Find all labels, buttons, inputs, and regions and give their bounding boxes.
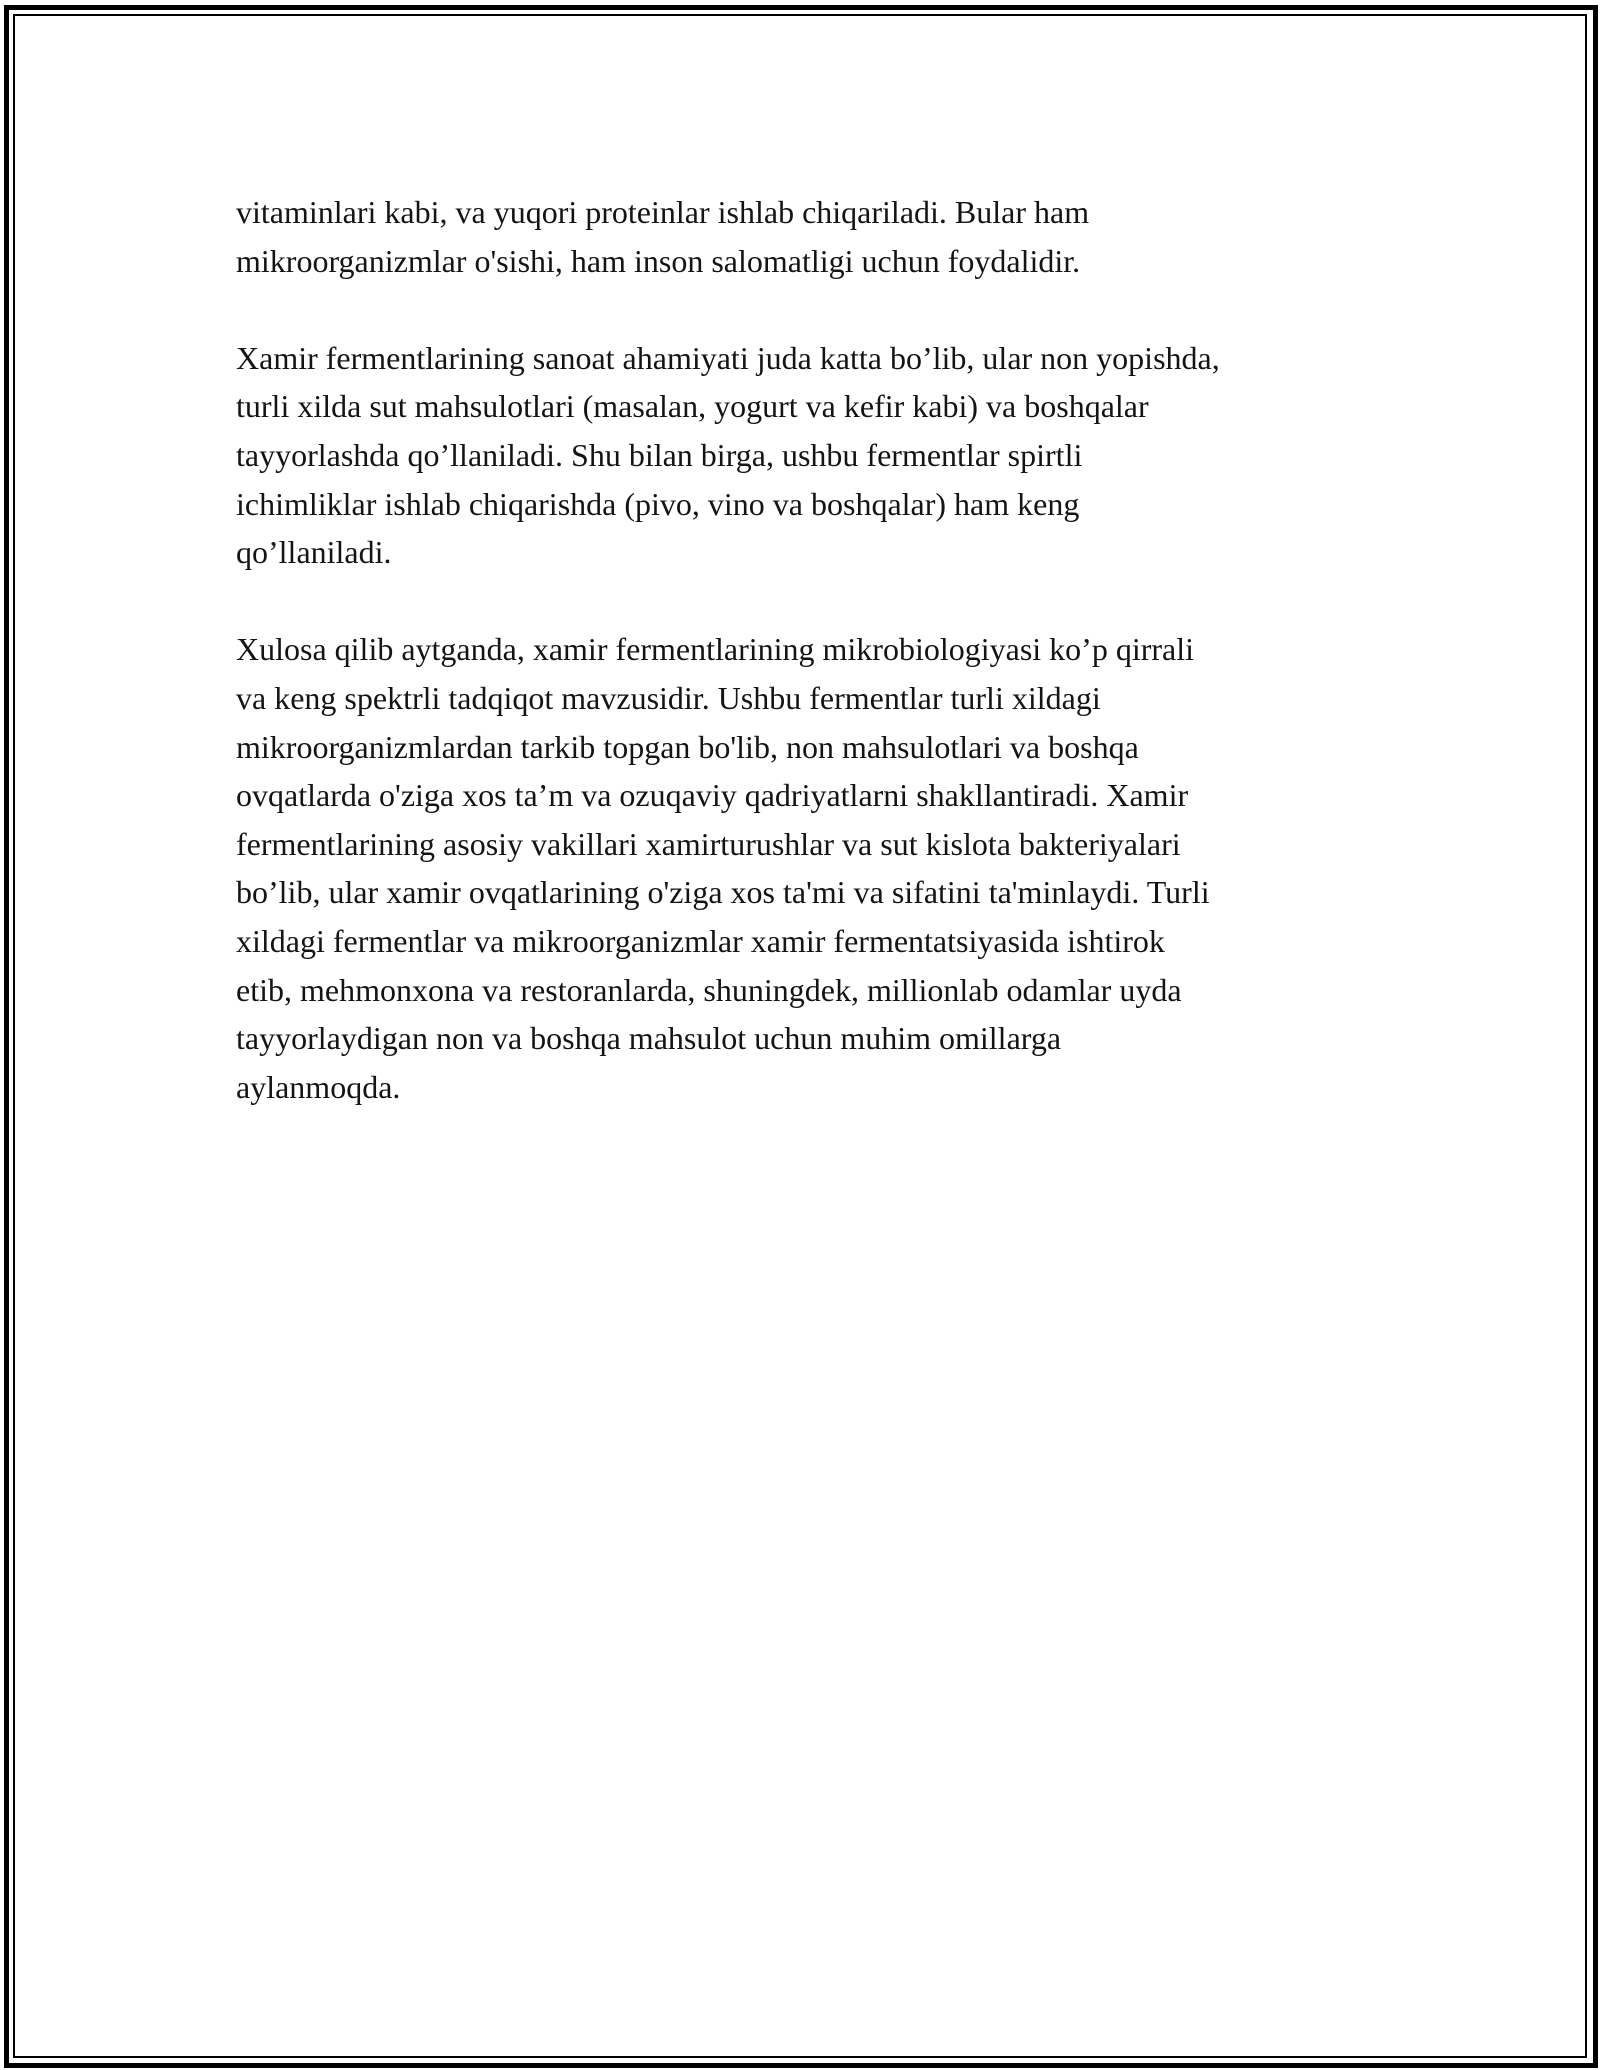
paragraph-industrial-significance: Xamir fermentlarining sanoat ahamiyati juda katta bo’lib, ular non yopishda, turli xilda sut mahsulotlari (masalan, yogurt va kefir kabi) va boshqalar tayyorlashda qo’llaniladi. Shu bilan birga, ushbu fermentlar spirtli ichimliklar ishlab chiqarishda (pivo, vino va boshqalar) ham keng qo’llaniladi.	[236, 339, 1220, 571]
paragraph-conclusion: Xulosa qilib aytganda, xamir fermentlarining mikrobiologiyasi ko’p qirrali va keng spektrli tadqiqot mavzusidir. Ushbu fermentlar turli xildagi mikroorganizmlardan tarkib topgan bo'lib, non mahsulotlari va boshqa ovqatlarda o'ziga xos ta’m va ozuqaviy qadriyatlarni shakllantiradi. Xamir fermentlarining asosiy vakillari xamirturushlar va sut kislota bakteriyalari bo’lib, ular xamir ovqatlarining o'ziga xos ta'mi va sifatini ta'minlaydi. Turli xildagi fermentlar va mikroorganizmlar xamir fermentatsiyasida ishtirok etib, mehmonxona va restoranlarda, shuningdek, millionlab odamlar uyda tayyorlaydigan non va boshqa mahsulot uchun muhim omillarga aylanmoqda.	[236, 631, 1210, 1105]
paragraph-vitamins: vitaminlari kabi, va yuqori proteinlar ishlab chiqariladi. Bular ham mikroorganizmlar o'sishi, ham inson salomatligi uchun foydalidir.	[236, 194, 1090, 279]
document-body	[236, 188, 1401, 1111]
